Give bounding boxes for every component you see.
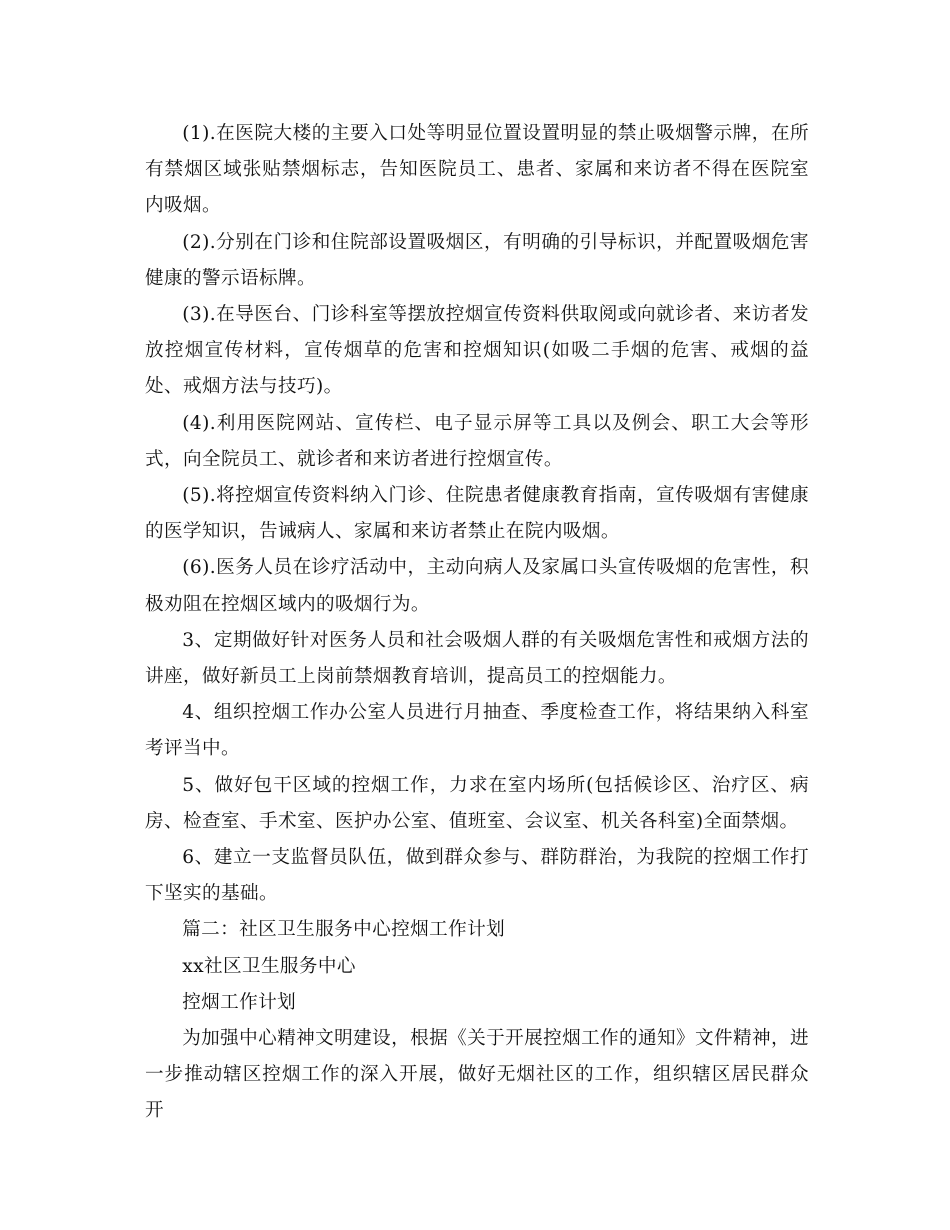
paragraph-item-5: (5).将控烟宣传资料纳入门诊、住院患者健康教育指南，宣传吸烟有害健康的医学知识，告诫病人、家属和来访者禁止在院内吸烟。 (145, 485, 809, 543)
paragraph-item-6: (6).医务人员在诊疗活动中，主动向病人及家属口头宣传吸烟的危害性，积极劝阻在控烟区域内的吸烟行为。 (145, 557, 809, 615)
plan-title: 控烟工作计划 (182, 991, 297, 1013)
organization-name: xx社区卫生服务中心 (182, 955, 356, 977)
paragraph-item-3: (3).在导医台、门诊科室等摆放控烟宣传资料供取阅或向就诊者、来访者发放控烟宣传材料，宣传烟草的危害和控烟知识(如吸二手烟的危害、戒烟的益处、戒烟方法与技巧)。 (145, 304, 809, 398)
section-heading: 篇二：社区卫生服务中心控烟工作计划 (182, 919, 506, 941)
intro-paragraph: 为加强中心精神文明建设，根据《关于开展控烟工作的通知》文件精神，进一步推动辖区控烟工作的深入开展，做好无烟社区的工作，组织辖区居民群众开 (145, 1028, 809, 1122)
paragraph-item-1: (1).在医院大楼的主要入口处等明显位置设置明显的禁止吸烟警示牌，在所有禁烟区域张贴禁烟标志，告知医院员工、患者、家属和来访者不得在医院室内吸烟。 (145, 123, 809, 217)
paragraph-point-3: 3、定期做好针对医务人员和社会吸烟人群的有关吸烟危害性和戒烟方法的讲座，做好新员工上岗前禁烟教育培训，提高员工的控烟能力。 (145, 629, 809, 688)
paragraph-item-4: (4).利用医院网站、宣传栏、电子显示屏等工具以及例会、职工大会等形式，向全院员工、就诊者和来访者进行控烟宣传。 (145, 412, 809, 470)
paragraph-point-5: 5、做好包干区域的控烟工作，力求在室内场所(包括候诊区、治疗区、病房、检查室、手术室、医护办公室、值班室、会议室、机关各科室)全面禁烟。 (145, 774, 809, 832)
paragraph-item-2: (2).分别在门诊和住院部设置吸烟区，有明确的引导标识，并配置吸烟危害健康的警示语标牌。 (145, 231, 809, 289)
document-page (145, 116, 809, 1130)
paragraph-point-6: 6、建立一支监督员队伍，做到群众参与、群防群治，为我院的控烟工作打下坚实的基础。 (145, 847, 809, 905)
paragraph-point-4: 4、组织控烟工作办公室人员进行月抽查、季度检查工作，将结果纳入科室考评当中。 (145, 702, 809, 760)
